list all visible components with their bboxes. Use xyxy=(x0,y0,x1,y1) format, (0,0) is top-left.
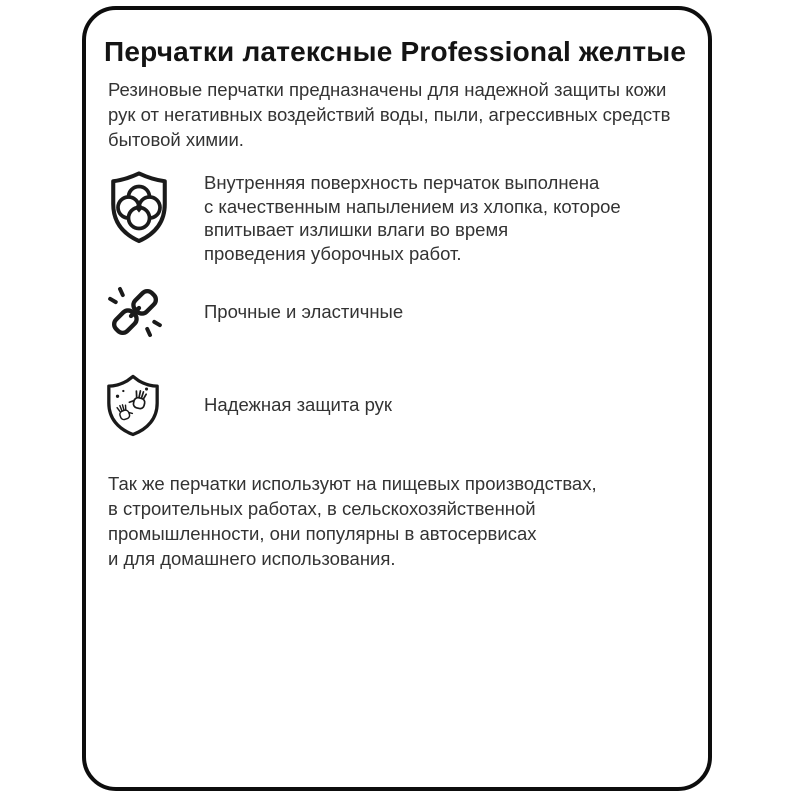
feature-line: Прочные и эластичные xyxy=(204,301,404,323)
feature-text-hand-protection xyxy=(204,393,392,417)
chain-link-icon xyxy=(104,281,204,343)
outro-line: в строительных работах, в сельскохозяйственной xyxy=(108,498,536,519)
feature-row-cotton-lining xyxy=(104,169,684,265)
intro-line: Резиновые перчатки предназначены для надежной защиты кожи xyxy=(108,79,667,100)
outro-paragraph xyxy=(108,471,684,571)
feature-line: Внутренняя поверхность перчаток выполнена xyxy=(204,172,600,193)
product-title: Перчатки латексные Professional желтые xyxy=(104,36,687,67)
intro-line: рук от негативных воздействий воды, пыли, агрессивных средств xyxy=(108,104,671,125)
feature-text-durable xyxy=(204,300,403,324)
feature-list xyxy=(104,169,684,437)
shield-hands-icon xyxy=(104,373,204,437)
feature-line: с качественным напылением из хлопка, которое xyxy=(204,195,621,217)
intro-paragraph xyxy=(108,77,684,152)
product-card xyxy=(82,6,712,791)
outro-line: Так же перчатки используют на пищевых производствах, xyxy=(108,473,597,494)
feature-text-cotton-lining xyxy=(204,169,621,265)
outro-line: и для домашнего использования. xyxy=(108,548,396,569)
shield-cotton-icon xyxy=(104,169,204,245)
intro-line: бытовой химии. xyxy=(108,129,244,150)
outro-line: промышленности, они популярны в автосервисах xyxy=(108,523,537,544)
feature-line: Надежная защита рук xyxy=(204,394,393,416)
feature-line: проведения уборочных работ. xyxy=(204,242,462,264)
feature-row-hand-protection xyxy=(104,373,684,437)
feature-row-durable xyxy=(104,281,684,343)
feature-line: впитывает излишки влаги во время xyxy=(204,219,509,240)
